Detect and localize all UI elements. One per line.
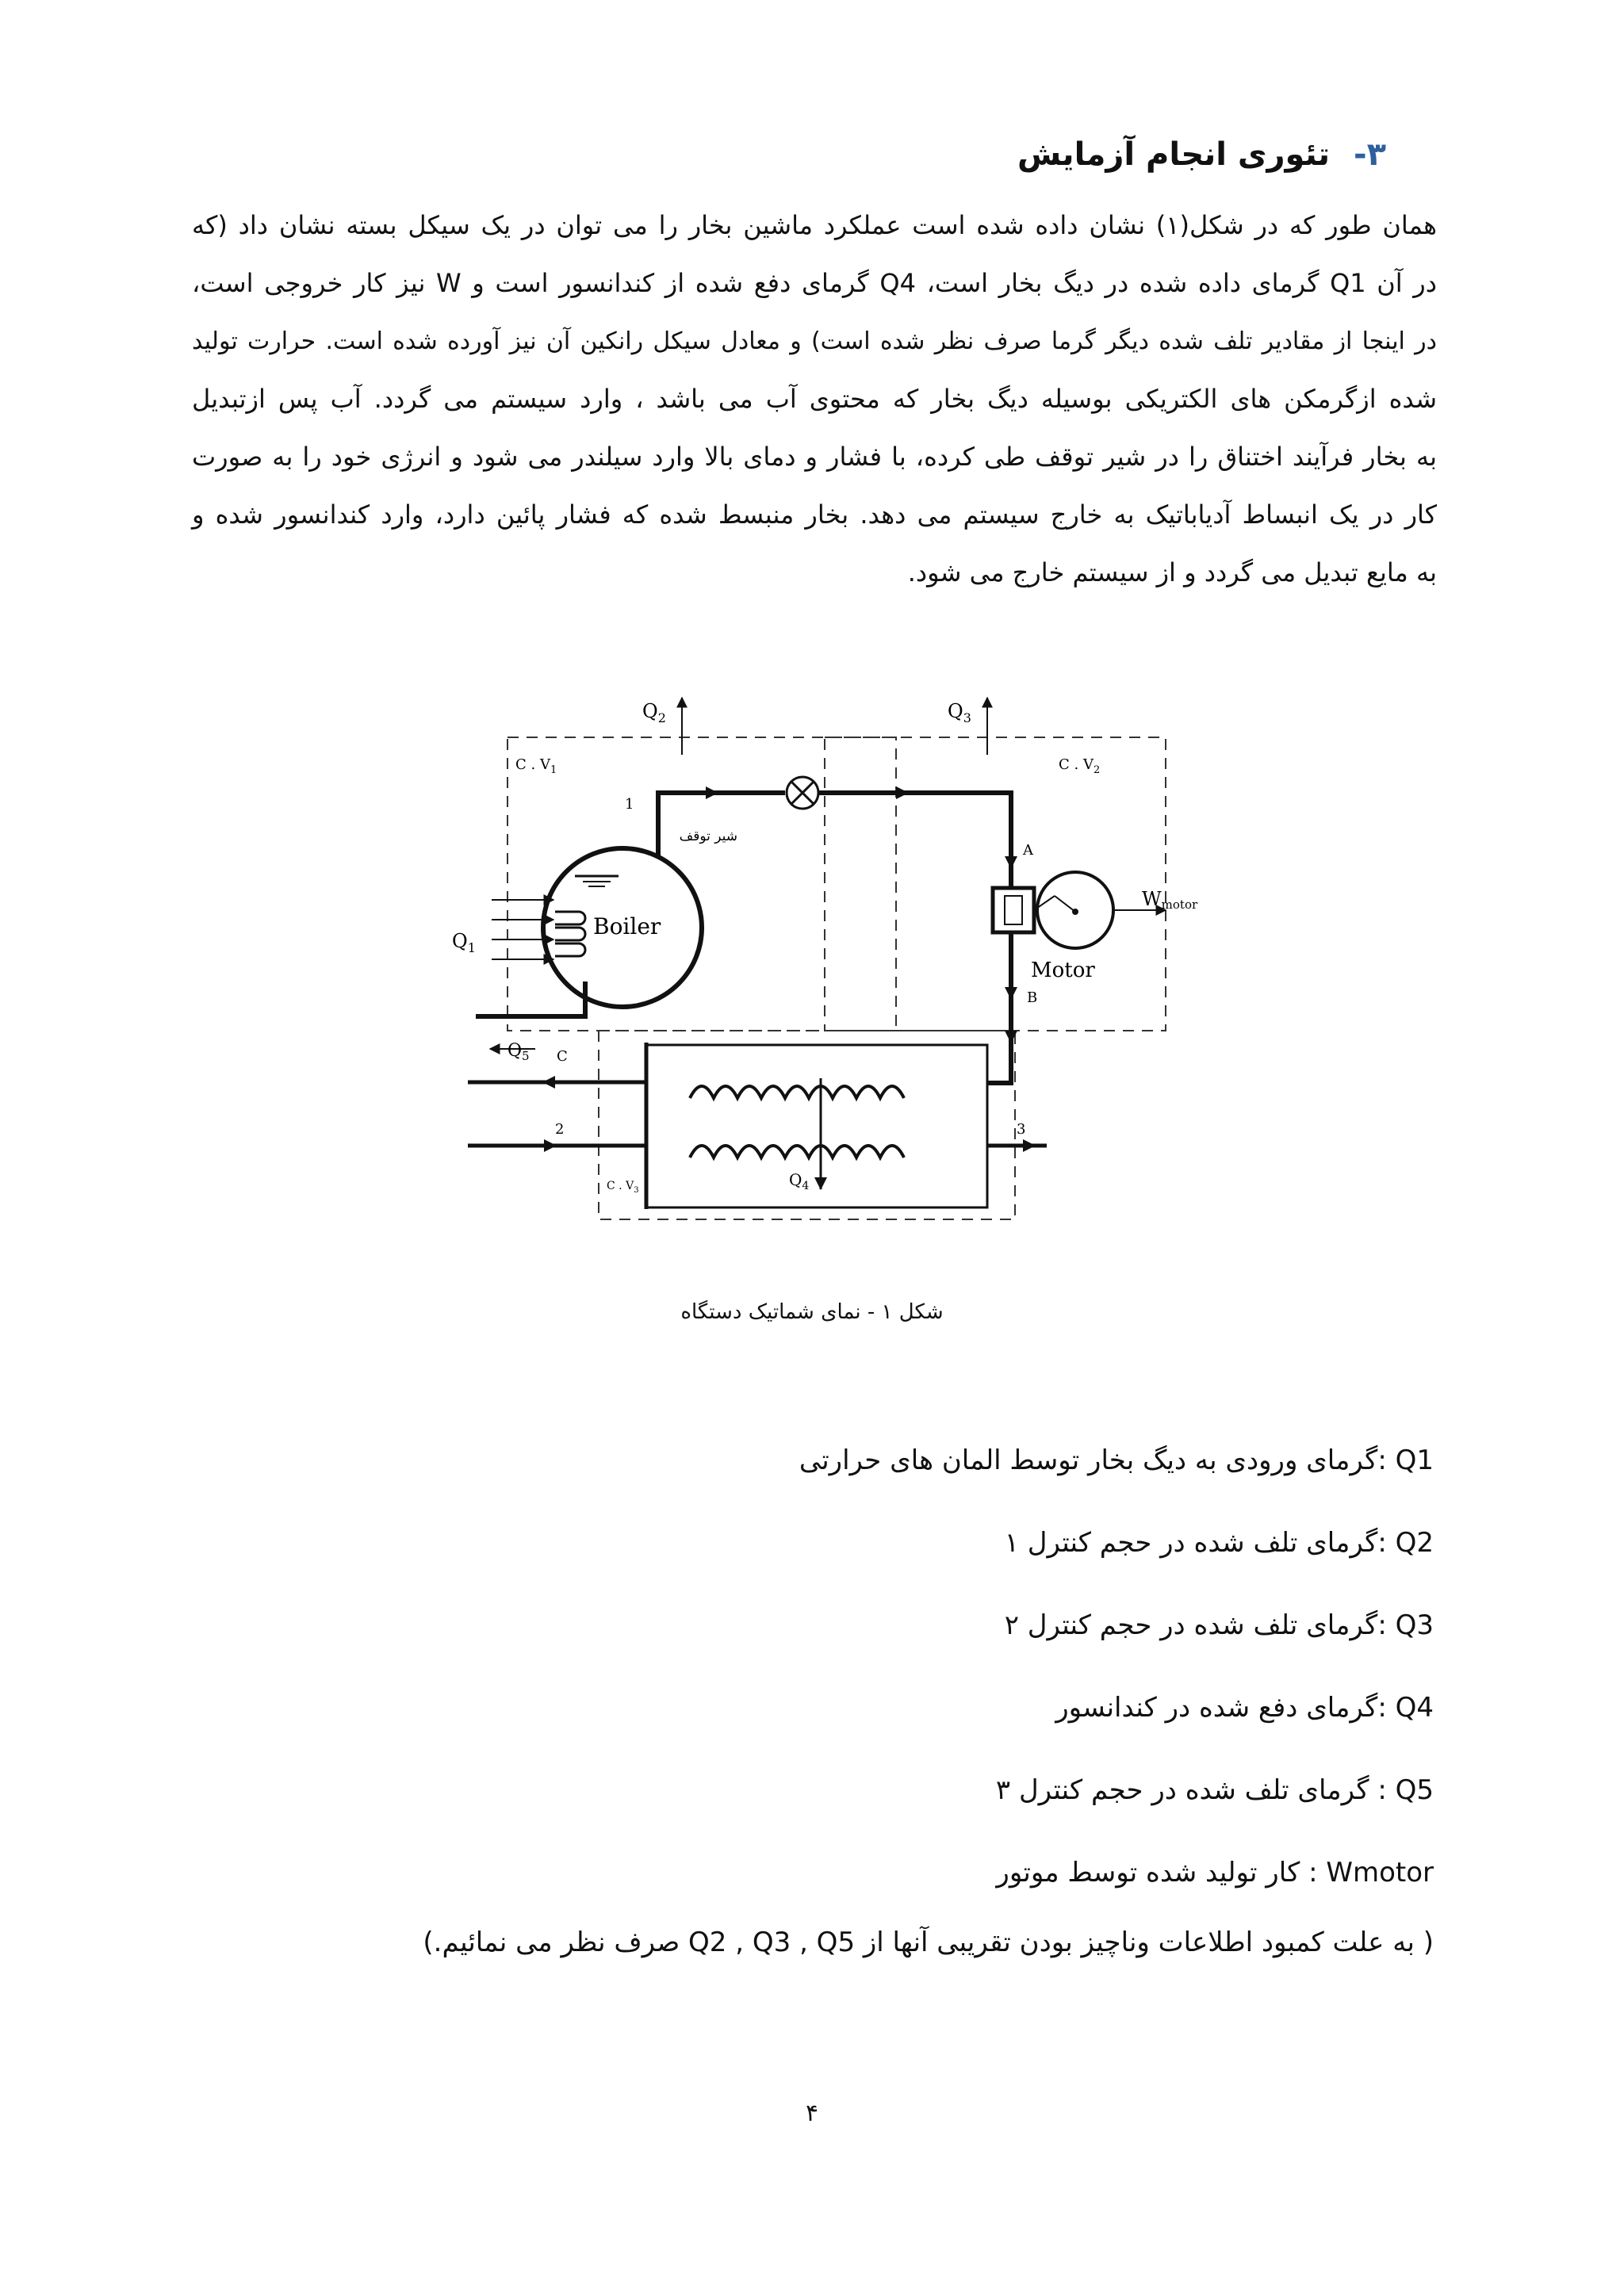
legend-symbol: Q1 xyxy=(1395,1445,1434,1476)
symbol-legend xyxy=(799,1445,1434,1939)
label-point-b: B xyxy=(1027,989,1038,1006)
assumption-note: ( به علت کمبود اطلاعات وناچیز بودن تقریبی آنها از Q2 , Q3 , Q5 صرف نظر می نمائیم.) xyxy=(423,1927,1434,1958)
legend-symbol: Q5 xyxy=(1395,1774,1434,1806)
legend-symbol: Q2 xyxy=(1395,1527,1434,1559)
legend-text: : کار تولید شده توسط موتور xyxy=(996,1857,1318,1888)
section-number: ۳- xyxy=(1353,136,1386,173)
paragraph-line: شده ازگرمکن های الکتریکی بوسیله دیگ بخار که محتوی آب می باشد ، وارد سیستم می گردد. آب پس ازتبدیل xyxy=(192,384,1437,414)
control-volume-1 xyxy=(508,737,896,1031)
legend-item xyxy=(799,1609,1434,1692)
label-cv2: C . $V_2$ xyxy=(1059,756,1101,776)
label-motor: Motor xyxy=(1031,959,1095,982)
label-cv1: C . $V_1$ xyxy=(515,756,557,776)
label-q1: $Q_1$ xyxy=(452,930,476,955)
legend-text: :گرمای تلف شده در حجم کنترل ۱ xyxy=(1004,1527,1387,1559)
legend-symbol: Q3 xyxy=(1395,1609,1434,1641)
label-q2: $Q_2$ xyxy=(642,700,666,725)
legend-text: :گرمای ورودی به دیگ بخار توسط المان های حرارتی xyxy=(799,1445,1387,1476)
paragraph-line: کار در یک انبساط آدیاباتیک به خارج سیستم می دهد. بخار منبسط شده که فشار پائین دارد، وارد کندانسور شده و xyxy=(192,499,1437,530)
label-point-3: 3 xyxy=(1017,1121,1026,1138)
section-title: تئوری انجام آزمایش xyxy=(1017,136,1330,173)
label-cv3: C . $V_3$ xyxy=(607,1180,639,1195)
label-q5: $Q_5$ xyxy=(508,1041,530,1063)
label-point-1: 1 xyxy=(625,796,634,813)
paragraph-line: همان طور که در شکل(۱) نشان داده شده است عملکرد ماشین بخار را می توان در یک سیکل بسته نشان داد (که xyxy=(192,210,1438,240)
label-boiler: Boiler xyxy=(593,913,661,939)
label-stop-valve: شیر توقف xyxy=(679,828,737,844)
paragraph-line: در اینجا از مقادیر تلف شده دیگر گرما صرف نظر شده است) و معادل سیکل رانکین آن نیز آورده شده است. حرارت تولید xyxy=(192,327,1437,355)
label-q4: $Q_4$ xyxy=(789,1170,810,1192)
paragraph-line: به مایع تبدیل می گردد و از سیستم خارج می شود. xyxy=(907,557,1437,587)
legend-item xyxy=(799,1774,1434,1857)
motor-cylinder xyxy=(993,888,1034,932)
legend-text: :گرمای دفع شده در کندانسور xyxy=(1055,1692,1387,1724)
legend-text: :گرمای تلف شده در حجم کنترل ۲ xyxy=(1004,1609,1387,1641)
section-heading xyxy=(1017,136,1386,173)
legend-item xyxy=(799,1692,1434,1774)
legend-text: : گرمای تلف شده در حجم کنترل ۳ xyxy=(995,1774,1387,1806)
legend-item xyxy=(799,1527,1434,1609)
condenser xyxy=(646,1045,987,1207)
theory-paragraph xyxy=(192,197,1437,602)
legend-symbol: Wmotor xyxy=(1326,1857,1434,1888)
legend-symbol: Q4 xyxy=(1395,1692,1434,1724)
figure-caption: شکل ۱ - نمای شماتیک دستگاه xyxy=(680,1300,944,1324)
legend-item xyxy=(799,1445,1434,1527)
paragraph-line: در آن Q1 گرمای داده شده در دیگ بخار است، Q4 گرمای دفع شده از کندانسور است و W نیز کار خروجی است، xyxy=(192,268,1437,298)
control-volume-2 xyxy=(825,737,1166,1031)
schematic-diagram xyxy=(420,682,1229,1229)
page-number: ۴ xyxy=(805,2099,819,2127)
label-q3: $Q_3$ xyxy=(948,700,971,725)
label-point-2: 2 xyxy=(555,1121,565,1138)
label-point-c: C xyxy=(557,1048,568,1065)
paragraph-line: به بخار فرآیند اختناق را در شیر توقف طی کرده، با فشار و دمای بالا وارد سیلندر می شود و انرژی خود را به صورت xyxy=(192,442,1437,472)
label-point-a: A xyxy=(1023,842,1033,859)
label-w-motor: Wmotor xyxy=(1142,888,1198,912)
